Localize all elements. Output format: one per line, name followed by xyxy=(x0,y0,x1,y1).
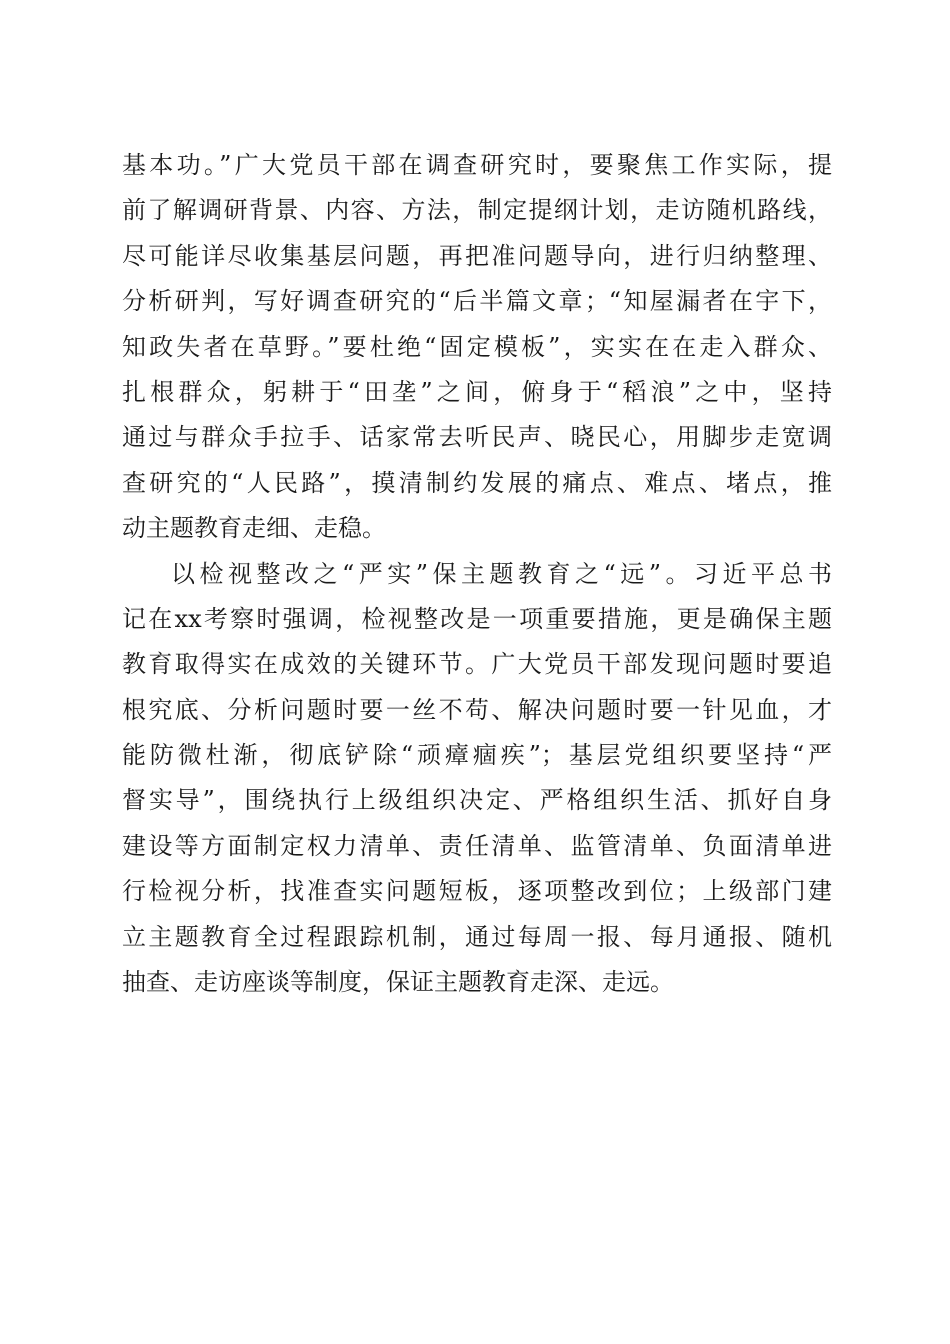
text-line: 知政失者在草野。”要杜绝“固定模板”，实实在在走入群众、 xyxy=(122,332,832,361)
text-line: 扎根群众，躬耕于“田垄”之间，俯身于“稻浪”之中，坚持 xyxy=(122,377,832,406)
text-line: 行检视分析，找准查实问题短板，逐项整改到位；上级部门建 xyxy=(122,877,832,906)
text-line: 动主题教育走细、走稳。 xyxy=(122,514,386,543)
paragraph-2 xyxy=(122,552,832,1006)
text-line: 查研究的“人民路”，摸清制约发展的痛点、难点、堵点，推 xyxy=(122,468,832,497)
text-line: 能防微杜渐，彻底铲除“顽瘴痼疾”；基层党组织要坚持“严 xyxy=(122,741,832,770)
text-line: 尽可能详尽收集基层问题，再把准问题导向，进行归纳整理、 xyxy=(122,241,832,270)
text-line: 建设等方面制定权力清单、责任清单、监管清单、负面清单进 xyxy=(122,831,832,860)
text-line: 根究底、分析问题时要一丝不苟、解决问题时要一针见血，才 xyxy=(122,695,832,724)
text-line: 基本功。”广大党员干部在调查研究时，要聚焦工作实际，提 xyxy=(122,151,832,179)
text-line: 以检视整改之“严实”保主题教育之“远”。习近平总书 xyxy=(171,559,832,588)
text-line: 通过与群众手拉手、话家常去听民声、晓民心，用脚步走宽调 xyxy=(122,423,832,452)
body-text xyxy=(122,143,832,1005)
text-line: 记在xx考察时强调，检视整改是一项重要措施，更是确保主题 xyxy=(122,604,832,633)
text-line: 教育取得实在成效的关键环节。广大党员干部发现问题时要追 xyxy=(122,650,832,679)
paragraph-1 xyxy=(122,143,832,552)
text-line: 抽查、走访座谈等制度，保证主题教育走深、走远。 xyxy=(122,968,674,997)
text-line: 立主题教育全过程跟踪机制，通过每周一报、每月通报、随机 xyxy=(122,922,832,951)
text-line: 督实导”，围绕执行上级组织决定、严格组织生活、抓好自身 xyxy=(122,786,832,815)
text-line: 分析研判，写好调查研究的“后半篇文章；“知屋漏者在宇下， xyxy=(122,287,832,316)
text-line: 前了解调研背景、内容、方法，制定提纲计划，走访随机路线， xyxy=(122,196,832,225)
